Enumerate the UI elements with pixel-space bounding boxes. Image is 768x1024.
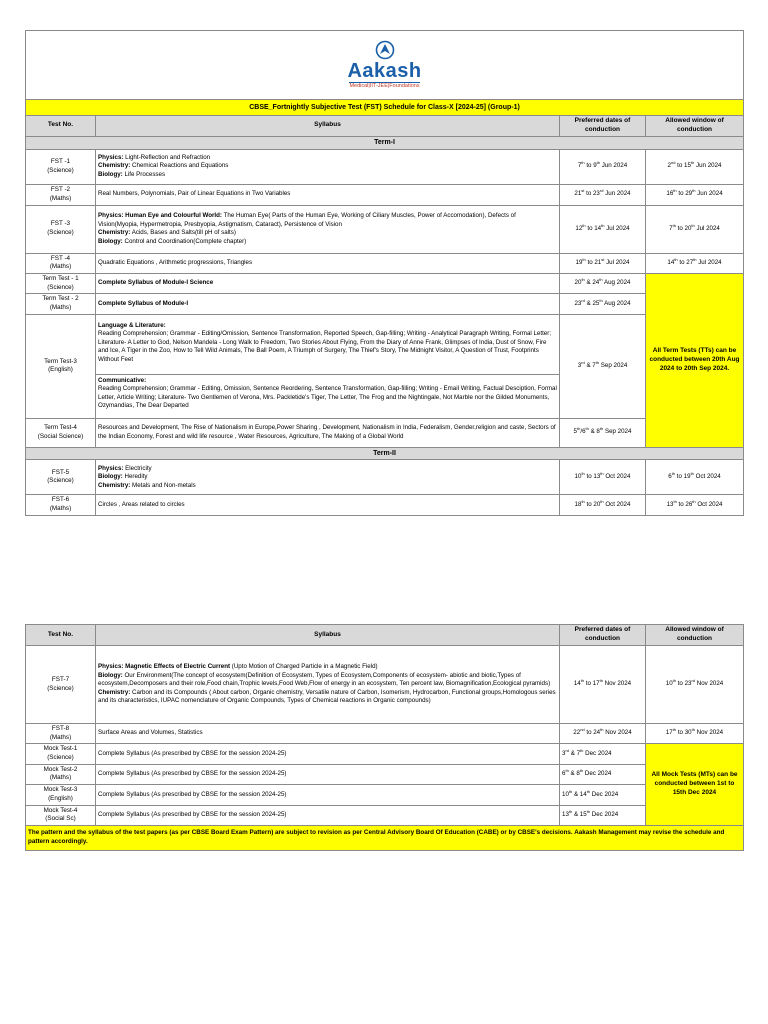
col-header-syllabus: Syllabus [96, 116, 560, 137]
table-row [26, 744, 744, 764]
col-header-allowed: Allowed window of conduction [646, 116, 744, 137]
table-row [26, 205, 744, 253]
syllabus-cell: Quadratic Equations , Arithmetic progressions, Triangles [96, 253, 560, 273]
preferred-date-cell: 3rd & 7th Dec 2024 [560, 744, 646, 764]
test-no-cell: FST -3 (Science) [26, 205, 96, 253]
logo-header [26, 31, 744, 100]
preferred-date-cell: 22nd to 24th Nov 2024 [560, 724, 646, 744]
test-no-cell: Term Test-3 (English) [26, 314, 96, 418]
preferred-date-cell: 10th & 14th Dec 2024 [560, 785, 646, 805]
allowed-window-cell: 2nd to 15th Jun 2024 [646, 149, 744, 184]
col-header-allowed: Allowed window of conduction [646, 625, 744, 646]
table-row [26, 646, 744, 724]
aakash-emblem-icon [375, 40, 395, 60]
test-no-cell: FST-5 (Science) [26, 460, 96, 495]
syllabus-cell: Complete Syllabus (As prescribed by CBSE for the session 2024-25) [96, 764, 560, 784]
preferred-date-cell: 14th to 17th Nov 2024 [560, 646, 646, 724]
syllabus-cell: Complete Syllabus (As prescribed by CBSE for the session 2024-25) [96, 805, 560, 825]
brand-name: Aakash [347, 60, 422, 83]
syllabus-cell: Physics: Electricity Biology: Heredity Chemistry: Metals and Non-metals [96, 460, 560, 495]
test-no-cell: Mock Test-2 (Maths) [26, 764, 96, 784]
syllabus-cell: Physics: Magnetic Effects of Electric Current (Upto Motion of Charged Particle in a Magnetic Field) Biology: Our Environment(The concept of ecosystem(Definition of Ecosystem, Types of Ecosystem,Components of ecosystem- abiotic and biotic,Types of ecosystem,Decomposers and their role,Food chain,Trophic levels,Food Web,Flow of energy in an ecosystem, Ten percent law, Biomagnification,Ecological pyramids) Chemistry: Carbon and its Compounds ( About carbon, Organic chemistry, Versatile nature of Carbon, Isomerism, Hydrocarbon, Functional groups,Homologous series and its characteristics, IUPAC nomenclature of Organic Compounds, Types of Chemical reactions in Organic compounds) [96, 646, 560, 724]
preferred-date-cell: 6th & 8th Dec 2024 [560, 764, 646, 784]
term-1-heading: Term-I [26, 136, 744, 149]
test-no-cell: Term Test - 2 (Maths) [26, 294, 96, 314]
table-row [26, 764, 744, 784]
syllabus-cell: Complete Syllabus of Module-I [96, 294, 560, 314]
test-no-cell: FST-7 (Science) [26, 646, 96, 724]
preferred-date-cell: 21st to 23rd Jun 2024 [560, 184, 646, 205]
syllabus-cell [96, 314, 560, 418]
preferred-date-cell: 19th to 21st Jul 2024 [560, 253, 646, 273]
col-header-test-no: Test No. [26, 116, 96, 137]
syllabus-cell: Physics: Human Eye and Colourful World: The Human Eye( Parts of the Human Eye, Working of Ciliary Muscles, Power of Accomodation), Defects of Vision(Myopia, Hypermetropia, Presbyopia, Astigmatism, Cataract), Persistence of Vision Chemistry: Acids, Bases and Salts(till pH of salts) Biology: Control and Coordination(Complete chapter) [96, 205, 560, 253]
preferred-date-cell: 23rd & 25th Aug 2024 [560, 294, 646, 314]
allowed-window-cell: 17th to 30th Nov 2024 [646, 724, 744, 744]
test-no-cell: FST -1 (Science) [26, 149, 96, 184]
test-no-cell: Mock Test-1 (Science) [26, 744, 96, 764]
table-row [26, 805, 744, 825]
table-row [26, 294, 744, 314]
test-no-cell: Term Test - 1 (Science) [26, 273, 96, 293]
allowed-window-cell: 7th to 20th Jul 2024 [646, 205, 744, 253]
test-no-cell: FST-8 (Maths) [26, 724, 96, 744]
syllabus-cell: Complete Syllabus of Module-I Science [96, 273, 560, 293]
col-header-syllabus: Syllabus [96, 625, 560, 646]
allowed-window-cell: 16th to 29th Jun 2024 [646, 184, 744, 205]
table-row [26, 184, 744, 205]
table-row [26, 149, 744, 184]
term-test-window-note: All Term Tests (TTs) can be conducted between 20th Aug 2024 to 20th Sep 2024. [646, 273, 744, 447]
preferred-date-cell: 7th to 9th Jun 2024 [560, 149, 646, 184]
page-title: CBSE_Fortnightly Subjective Test (FST) Schedule for Class-X [2024-25] (Group-1) [26, 100, 744, 116]
syllabus-cell: Physics: Light-Reflection and Refraction Chemistry: Chemical Reactions and Equations Biology: Life Processes [96, 149, 560, 184]
table-row [26, 724, 744, 744]
col-header-preferred: Preferred dates of conduction [560, 116, 646, 137]
preferred-date-cell: 13th & 15th Dec 2024 [560, 805, 646, 825]
preferred-date-cell: 10th to 13th Oct 2024 [560, 460, 646, 495]
syllabus-cell: Circles , Areas related to circles [96, 495, 560, 515]
communicative-block: Communicative: Reading Comprehension; Grammar - Editing, Omission, Sentence Reordering, Sentence Transformation, Gap-filling; Writing - Email Writing, Factual Desciption, Formal Letter, Article Writing; Literature- Two Gentlemen of Verona, Mrs. Packletide's Tiger, The Letter, The Frog and the Nightingale, Not Marble nor the Gilded Monuments, Ozymandias, The Dear Departed [98, 376, 557, 410]
table-row [26, 273, 744, 293]
test-no-cell: FST-6 (Maths) [26, 495, 96, 515]
table-row [26, 785, 744, 805]
syllabus-cell: Complete Syllabus (As prescribed by CBSE for the session 2024-25) [96, 744, 560, 764]
table-row [26, 460, 744, 495]
table-row [26, 418, 744, 447]
test-no-cell: FST -2 (Maths) [26, 184, 96, 205]
footnote: The pattern and the syllabus of the test papers (as per CBSE Board Exam Pattern) are subject to revision as per Central Advisory Board Of Education (CABE) or by CBSE's decisions. Aakash Management may revise the schedule and pattern accordingly. [26, 825, 744, 850]
preferred-date-cell: 20th & 24th Aug 2024 [560, 273, 646, 293]
col-header-test-no: Test No. [26, 625, 96, 646]
allowed-window-cell: 10th to 23rd Nov 2024 [646, 646, 744, 724]
table-row [26, 253, 744, 273]
test-no-cell: FST -4 (Maths) [26, 253, 96, 273]
test-no-cell: Mock Test-3 (English) [26, 785, 96, 805]
table-row [26, 314, 744, 418]
mock-test-window-note: All Mock Tests (MTs) can be conducted between 1st to 15th Dec 2024 [646, 744, 744, 826]
brand-tagline: Medical|IIT-JEE|Foundations [349, 83, 420, 90]
test-no-cell: Term Test-4 (Social Science) [26, 418, 96, 447]
syllabus-cell: Surface Areas and Volumes, Statistics [96, 724, 560, 744]
schedule-table-2 [25, 624, 744, 851]
brand-logo [347, 40, 421, 90]
term-2-heading: Term-II [26, 447, 744, 460]
syllabus-cell: Resources and Development, The Rise of Nationalism in Europe,Power Sharing , Development, Nationalism in India, Federalism, Gender,religion and caste, Sectors of the Indian Economy, Forest and wild life resource , Water Resources, Agriculture, The Making of a Global World [96, 418, 560, 447]
allowed-window-cell: 13th to 26th Oct 2024 [646, 495, 744, 515]
preferred-date-cell: 12th to 14th Jul 2024 [560, 205, 646, 253]
table-row [26, 495, 744, 515]
preferred-date-cell: 3rd & 7th Sep 2024 [560, 314, 646, 418]
syllabus-cell: Real Numbers, Polynomials, Pair of Linear Equations in Two Variables [96, 184, 560, 205]
test-no-cell: Mock Test-4 (Social Sc) [26, 805, 96, 825]
allowed-window-cell: 14th to 27th Jul 2024 [646, 253, 744, 273]
schedule-table-1 [25, 30, 744, 516]
syllabus-cell: Complete Syllabus (As prescribed by CBSE for the session 2024-25) [96, 785, 560, 805]
col-header-preferred: Preferred dates of conduction [560, 625, 646, 646]
preferred-date-cell: 18th to 20th Oct 2024 [560, 495, 646, 515]
preferred-date-cell: 5th/6th & 8th Sep 2024 [560, 418, 646, 447]
allowed-window-cell: 6th to 19th Oct 2024 [646, 460, 744, 495]
language-literature-block: Language & Literature: Reading Comprehension; Grammar - Editing/Omission, Sentence Transformation, Reported Speech, Gap-filling; Writing - Analytical Paragraph Writing, Formal Letter; Literature- A Letter to God, Nelson Mandela - Long Walk to Freedom, Two Stories About Flying, From the Diary of Anne Frank, Glimpses of India, Dust of Snow, Fire and Ice, A Tiger in the Zoo, How to Tell Wild Animals, The Ball Poem, A Triumph of Surgery, The Thief's Story, The Midnight Visitor, A Question of Trust, Footprints Without Feet [96, 320, 559, 375]
